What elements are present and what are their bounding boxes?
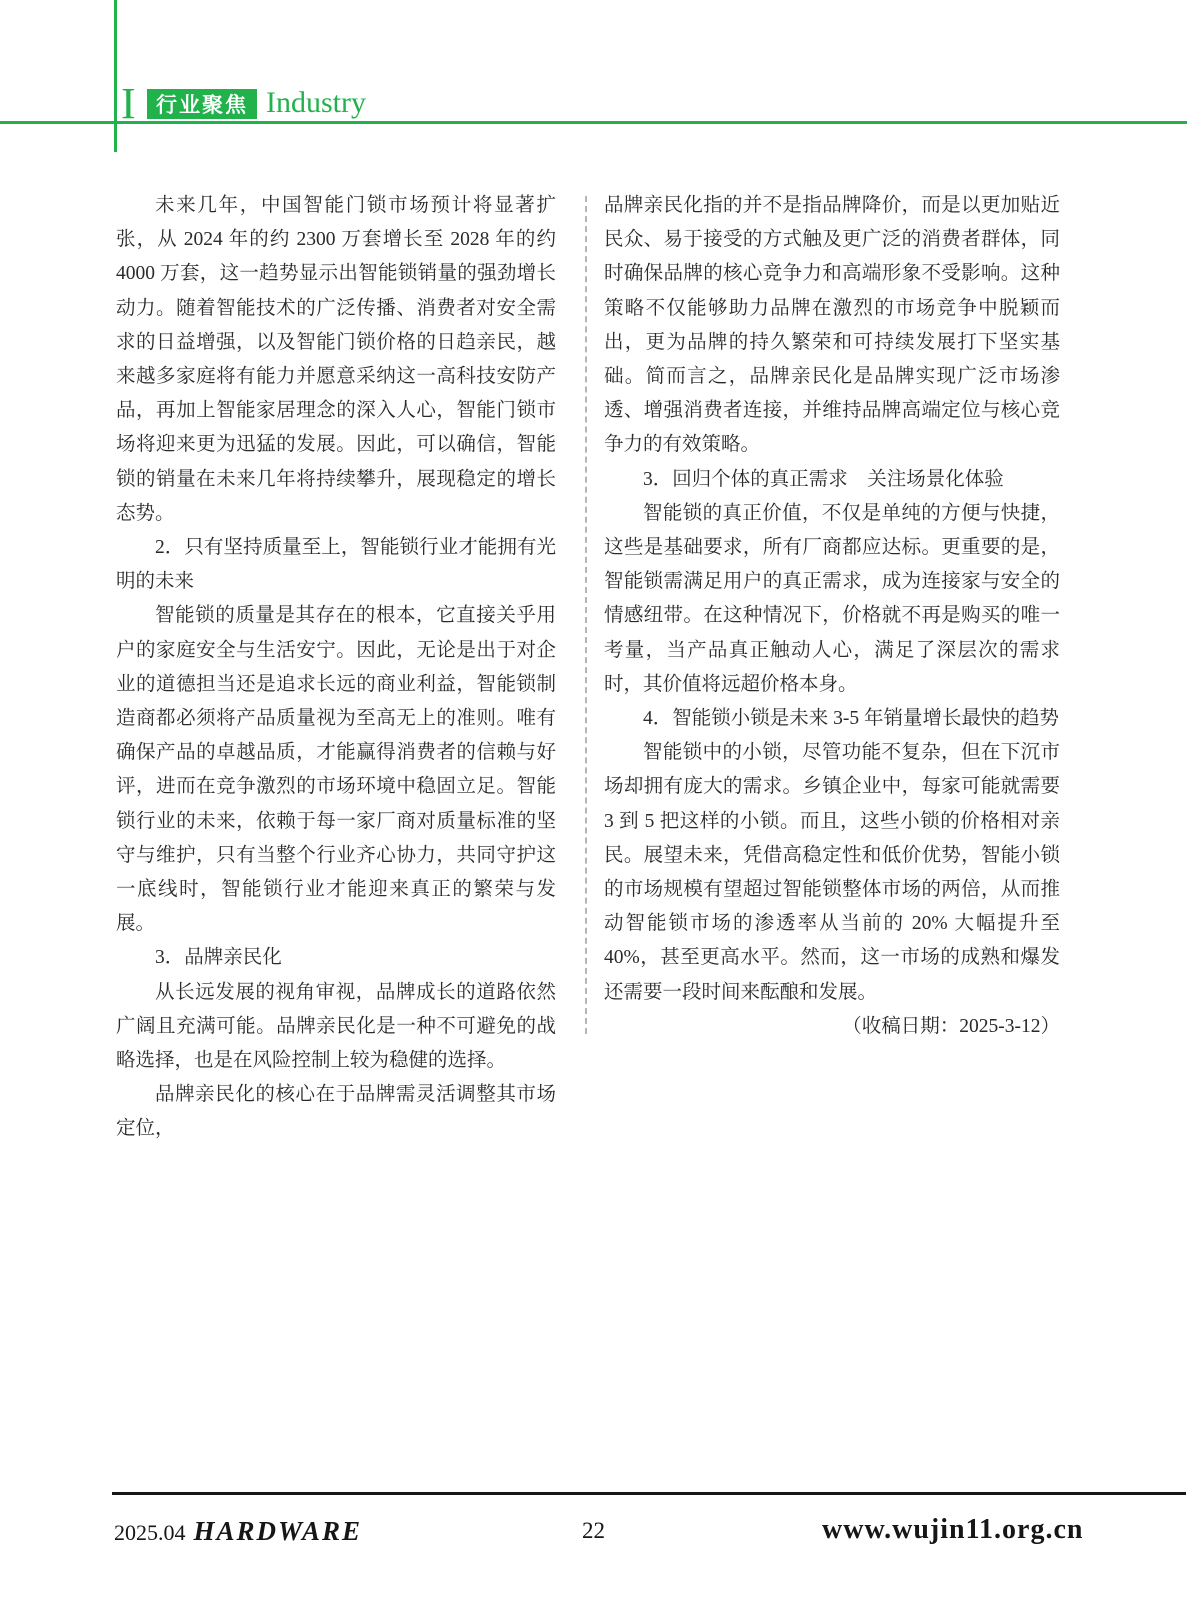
para-market-growth: 未来几年，中国智能门锁市场预计将显著扩张，从 2024 年的约 2300 万套增长至 2028 年的约 4000 万套，这一趋势显示出智能锁销量的强劲增长动力。随着智能技术的广泛传播、消费者对安全需求的日益增强，以及智能门锁价格的日趋亲民，越来越多家庭将有能力并愿意采纳这一高科技安防产品，再加上智能家居理念的深入人心，智能门锁市场将迎来更为迅猛的发展。因此，可以确信，智能锁的销量在未来几年将持续攀升，展现稳定的增长态势。 — [116, 195, 556, 524]
heading-4-small-locks: 4．智能锁小锁是未来 3-5 年销量增长最快的趋势 — [643, 708, 1059, 730]
heading-3-real-needs: 3．回归个体的真正需求 关注场景化体验 — [643, 468, 1004, 490]
column-divider — [585, 196, 587, 1034]
column-left — [116, 189, 556, 1147]
website-url: www.wujin11.org.cn — [822, 1514, 1084, 1545]
section-title-en: Industry — [266, 86, 366, 119]
para-brand-outlook: 从长远发展的视角审视，品牌成长的道路依然广阔且充满可能。品牌亲民化是一种不可避免的战略选择，也是在风险控制上较为稳健的选择。 — [116, 981, 556, 1072]
section-marker: I — [121, 79, 136, 128]
header-vertical-rule — [114, 0, 117, 152]
heading-3-brand-friendly: 3．品牌亲民化 — [155, 947, 282, 969]
magazine-name: HARDWARE — [193, 1516, 363, 1546]
header-horizontal-rule — [0, 121, 1187, 124]
heading-2-quality-first: 2．只有坚持质量至上，智能锁行业才能拥有光明的未来 — [116, 537, 556, 593]
column-right — [604, 189, 1060, 1044]
footer-rule — [112, 1492, 1186, 1495]
page-number: 22 — [582, 1518, 605, 1543]
issue-date: 2025.04 — [114, 1520, 186, 1545]
para-brand-core-start: 品牌亲民化的核心在于品牌需灵活调整其市场定位， — [116, 1084, 556, 1140]
para-real-value: 智能锁的真正价值，不仅是单纯的方便与快捷，这些是基础要求，所有厂商都应达标。更重要的是，智能锁需满足用户的真正需求，成为连接家与安全的情感纽带。在这种情况下，价格就不再是购买的唯一考量，当产品真正触动人心，满足了深层次的需求时，其价值将远超价格本身。 — [604, 502, 1060, 695]
para-quality: 智能锁的质量是其存在的根本，它直接关乎用户的家庭安全与生活安宁。因此，无论是出于对企业的道德担当还是追求长远的商业利益，智能锁制造商都必须将产品质量视为至高无上的准则。唯有确保产品的卓越品质，才能赢得消费者的信赖与好评，进而在竞争激烈的市场环境中稳固立足。智能锁行业的未来，依赖于每一家厂商对质量标准的坚守与维护，只有当整个行业齐心协力，共同守护这一底线时，智能锁行业才能迎来真正的繁荣与发展。 — [116, 605, 556, 935]
para-brand-core-continued: 品牌亲民化指的并不是指品牌降价，而是以更加贴近民众、易于接受的方式触及更广泛的消费者群体，同时确保品牌的核心竞争力和高端形象不受影响。这种策略不仅能够助力品牌在激烈的市场竞争中脱颖而出，更为品牌的持久繁荣和可持续发展打下坚实基础。简而言之，品牌亲民化是品牌实现广泛市场渗透、增强消费者连接，并维持品牌高端定位与核心竞争力的有效策略。 — [604, 195, 1060, 456]
para-received-date: （收稿日期：2025-3-12） — [842, 1015, 1060, 1037]
para-small-locks: 智能锁中的小锁，尽管功能不复杂，但在下沉市场却拥有庞大的需求。乡镇企业中，每家可能就需要 3 到 5 把这样的小锁。而且，这些小锁的价格相对亲民。展望未来，凭借高稳定性和低价优势，智能小锁的市场规模有望超过智能锁整体市场的两倍，从而推动智能锁市场的渗透率从当前的 20% 大幅提升至 40%，甚至更高水平。然而，这一市场的成熟和爆发还需要一段时间来酝酿和发展。 — [604, 742, 1060, 1003]
section-title-cn: 行业聚焦 — [147, 89, 257, 119]
